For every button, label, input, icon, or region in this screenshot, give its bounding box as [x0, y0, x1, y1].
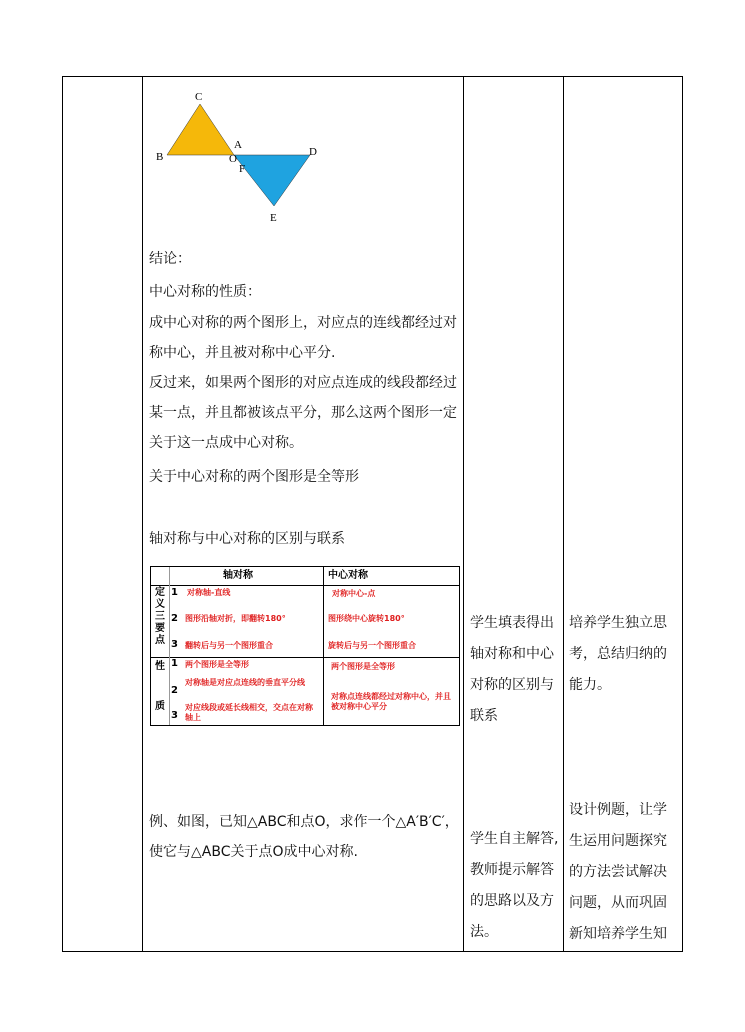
column-divider [563, 76, 564, 951]
label-a: A [234, 139, 242, 151]
column-divider [463, 76, 464, 951]
cell-axial: 图形沿轴对折，即翻转180° [185, 614, 286, 623]
group-label-property: 性 质 [155, 661, 165, 712]
cell-axial: 对称轴-直线 [187, 588, 231, 597]
cell-axial: 对称轴是对应点连线的垂直平分线 [185, 678, 305, 687]
student-activity-2: 学生自主解答,教师提示解答的思路以及方法。 [470, 831, 559, 940]
cell-central: 对称中心-点 [332, 589, 376, 598]
property-text: 成中心对称的两个图形上，对应点的连线都经过对称中心，并且被对称中心平分. [149, 315, 457, 361]
cell-central: 图形绕中心旋转180° [328, 614, 405, 623]
cell-axial: 翻转后与另一个图形重合 [185, 641, 273, 650]
row-number: 3 [171, 710, 178, 721]
row-number: 1 [171, 658, 178, 669]
cell-central: 旋转后与另一个图形重合 [328, 641, 416, 650]
label-e: E [270, 212, 277, 224]
conclusion-label: 结论： [149, 251, 191, 267]
label-c: C [195, 91, 203, 103]
row-number: 2 [171, 685, 178, 696]
property-title: 中心对称的性质： [149, 284, 261, 300]
column-divider [142, 76, 143, 951]
symmetry-triangles-diagram [150, 85, 330, 230]
row-number: 1 [171, 587, 178, 598]
group-label-definition: 定 义 三 要 点 [155, 587, 165, 646]
label-f: F [239, 163, 246, 175]
congruent-text: 关于中心对称的两个图形是全等形 [149, 469, 359, 485]
cell-central: 两个图形是全等形 [331, 662, 395, 671]
design-intent-1: 培养学生独立思考，总结归纳的能力。 [569, 615, 667, 693]
header-axial: 轴对称 [223, 570, 253, 581]
cell-axial: 对应线段或延长线相交，交点在对称轴上 [185, 703, 313, 722]
triangle-def [234, 155, 310, 206]
cell-central: 对称点连线都经过对称中心，并且被对称中心平分 [331, 692, 451, 711]
cell-axial: 两个图形是全等形 [185, 660, 249, 669]
label-d: D [309, 146, 317, 158]
header-central: 中心对称 [328, 570, 368, 581]
student-activity-1: 学生填表得出轴对称和中心对称的区别与联系 [470, 615, 554, 724]
comparison-table [150, 566, 460, 726]
label-b: B [156, 151, 164, 163]
design-intent-2: 设计例题，让学生运用问题探究的方法尝试解决问题，从而巩固新知培养学生知 [569, 802, 667, 942]
row-number: 3 [171, 639, 178, 650]
difference-title: 轴对称与中心对称的区别与联系 [149, 531, 345, 547]
row-number: 2 [171, 613, 178, 624]
label-o: O [229, 153, 237, 165]
converse-text: 反过来，如果两个图形的对应点连成的线段都经过某一点，并且都被该点平分，那么这两个图形一定关于这一点成中心对称。 [149, 375, 457, 451]
triangle-abc [167, 104, 234, 155]
example-text: 例、如图，已知△ABC和点O，求作一个△A′B′C′，使它与△ABC关于点O成中心对称. [149, 814, 459, 860]
